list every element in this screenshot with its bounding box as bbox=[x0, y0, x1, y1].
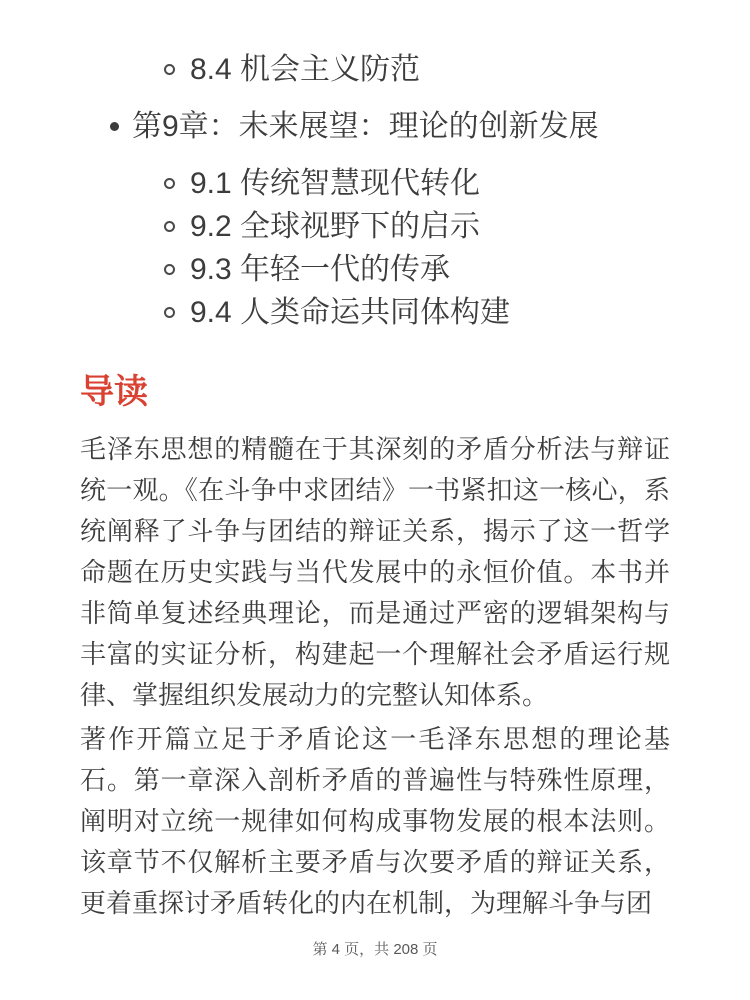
bullet-circle-icon bbox=[164, 307, 175, 318]
intro-paragraph-2: 著作开篇立足于矛盾论这一毛泽东思想的理论基石。第一章深入剖析矛盾的普遍性与特殊性原理，阐明对立统一规律如何构成事物发展的根本法则。该章节不仅解析主要矛盾与次要矛盾的辩证关系，更着重探讨矛盾转化的内在机制，为理解斗争与团 bbox=[80, 724, 670, 918]
toc-subitem-9-3 bbox=[80, 248, 670, 291]
bullet-disc-icon bbox=[110, 122, 119, 131]
bullet-circle-icon bbox=[164, 264, 175, 275]
toc-subitem-9-4 bbox=[80, 291, 670, 334]
bullet-circle-icon bbox=[164, 64, 175, 75]
toc-subitem-label: 9.1 传统智慧现代转化 bbox=[190, 167, 481, 200]
toc-item-label: 第9章：未来展望：理论的创新发展 bbox=[132, 110, 599, 143]
bullet-circle-icon bbox=[164, 178, 175, 189]
toc-subitem-label: 9.2 全球视野下的启示 bbox=[190, 210, 481, 243]
toc-subitem-label: 8.4 机会主义防范 bbox=[190, 53, 421, 86]
section-heading-daodu: 导读 bbox=[80, 373, 148, 411]
toc-item-chapter-9 bbox=[80, 105, 670, 148]
toc-subitem-label: 9.3 年轻一代的传承 bbox=[190, 253, 451, 286]
page-number-indicator: 第 4 页，共 208 页 bbox=[312, 941, 438, 958]
toc-subitem-9-1 bbox=[80, 162, 670, 205]
toc-list bbox=[80, 48, 670, 334]
toc-subitem-label: 9.4 人类命运共同体构建 bbox=[190, 296, 511, 329]
intro-paragraph-1: 毛泽东思想的精髓在于其深刻的矛盾分析法与辩证统一观。《在斗争中求团结》一书紧扣这一核心，系统阐释了斗争与团结的辩证关系，揭示了这一哲学命题在历史实践与当代发展中的永恒价值。本书并非简单复述经典理论，而是通过严密的逻辑架构与丰富的实证分析，构建起一个理解社会矛盾运行规律、掌握组织发展动力的完整认知体系。 bbox=[80, 434, 670, 710]
toc-subitem-9-2 bbox=[80, 205, 670, 248]
toc-subitem-8-4 bbox=[80, 48, 670, 91]
bullet-circle-icon bbox=[164, 221, 175, 232]
